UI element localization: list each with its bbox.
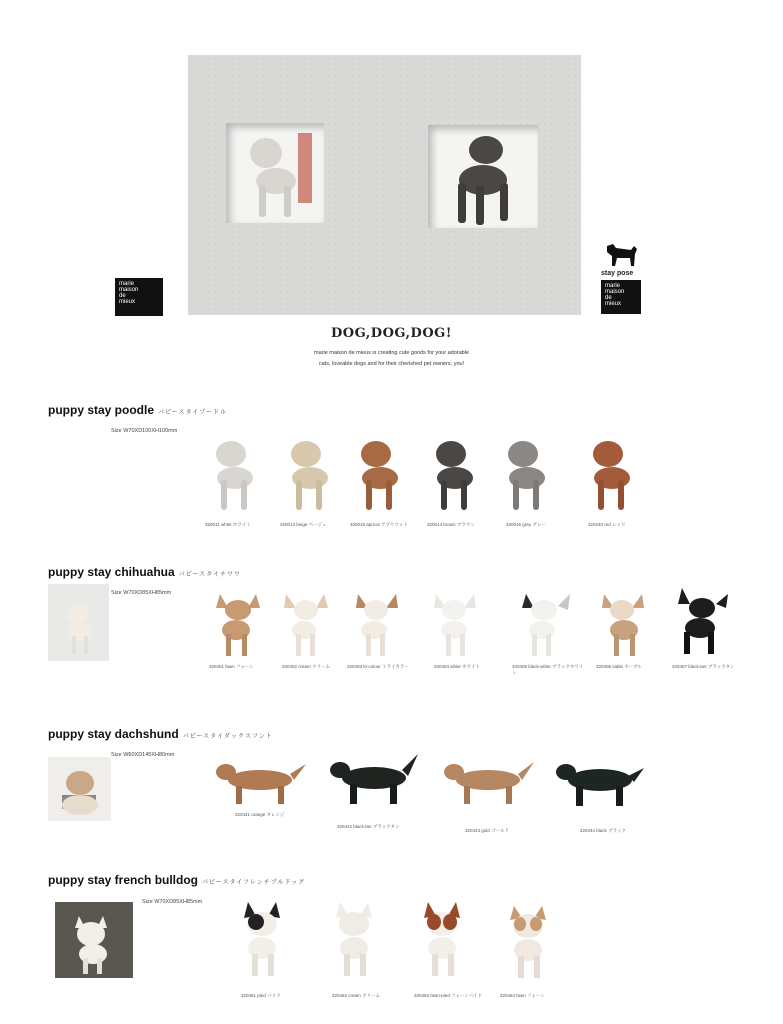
product-caption: 320441 orange オレンジ (235, 812, 285, 817)
section-title-dachshund: puppy stay dachshund パピースタイダックスフント (48, 727, 273, 741)
brand-logo-left: marie maison de mieux (115, 278, 163, 316)
product-image[interactable] (278, 432, 340, 516)
product-caption: 320462 cream クリーム (332, 993, 381, 998)
product-caption: 320405 black-white ブラックホワイト (512, 664, 584, 675)
tagline-line-1: marie maison de mieux is creating cute goods for your adorable (314, 350, 469, 356)
product-caption: 320461 pied パイド (241, 993, 281, 998)
brand-logo-right: marie maison de mieux (601, 280, 641, 314)
product-caption: 320015 apricot アプリコット (350, 522, 408, 527)
stay-pose-label: stay pose (601, 270, 634, 277)
product-caption: 320011 white ホワイト (205, 522, 251, 527)
product-caption: 320407 black-tan ブラックタン (672, 664, 735, 669)
product-caption: 320464 fawn フォーン (500, 993, 545, 998)
dog-silhouette-icon (601, 240, 641, 270)
product-image[interactable] (668, 586, 736, 658)
product-image[interactable] (423, 432, 485, 516)
product-image[interactable] (410, 898, 472, 980)
product-image[interactable] (324, 748, 420, 812)
product-image[interactable] (550, 752, 646, 812)
product-image[interactable] (210, 752, 308, 812)
dachshund-thumbnail[interactable] (48, 757, 111, 821)
page-title: DOG,DOG,DOG! (331, 326, 452, 341)
hero-photo (188, 55, 581, 315)
product-caption: 320401 fawn フォーン (209, 664, 254, 669)
product-caption: 320444 black ブラック (580, 828, 626, 833)
product-image[interactable] (424, 588, 484, 660)
size-french-bulldog: Size W70XD85XH85mm (142, 899, 203, 905)
product-caption: 320240 red レッド (588, 522, 626, 527)
section-title-french-bulldog: puppy stay french bulldog パピースタイフレンチブルドッグ (48, 873, 306, 887)
product-image[interactable] (580, 432, 642, 516)
product-image[interactable] (230, 898, 292, 980)
product-image[interactable] (322, 898, 384, 980)
product-image[interactable] (496, 900, 558, 982)
product-image[interactable] (495, 432, 557, 516)
section-title-chihuahua: puppy stay chihuahua パピースタイチワワ (48, 565, 242, 579)
product-caption: 320443 gold ゴールド (465, 828, 509, 833)
size-dachshund: Size W60XD145XH80mm (111, 752, 175, 758)
product-image[interactable] (203, 432, 265, 516)
section-title-poodle: puppy stay poodle パピースタイプードル (48, 403, 227, 417)
product-caption: 320404 white ホワイト (434, 664, 480, 669)
product-caption: 320403 tri-colour トライカラー (347, 664, 409, 669)
product-caption: 320014 brown ブラウン (427, 522, 475, 527)
product-caption: 320016 grey グレー (506, 522, 546, 527)
white-poodle-figure (226, 123, 324, 223)
product-image[interactable] (206, 588, 272, 660)
product-image[interactable] (438, 752, 536, 812)
product-caption: 320402 cream クリーム (282, 664, 331, 669)
product-image[interactable] (594, 588, 654, 660)
chihuahua-thumbnail[interactable] (48, 584, 109, 661)
product-caption: 320463 fawn-pied フォーンパイド (414, 993, 482, 998)
wall-niche-left (226, 123, 324, 223)
product-caption: 320013 beige ベージュ (280, 522, 327, 527)
tagline-line-2: cats, loveable dogs and for their cherished pet owners, you! (318, 361, 465, 367)
french-bulldog-thumbnail[interactable] (55, 902, 133, 978)
product-image[interactable] (348, 432, 410, 516)
wall-niche-right (428, 125, 538, 228)
product-caption: 320406 sable セーブル (596, 664, 642, 669)
product-image[interactable] (346, 588, 406, 660)
size-poodle: Size W70XD100XH100mm (111, 428, 178, 434)
product-caption: 320442 black-tan ブラックタン (337, 824, 400, 829)
product-image[interactable] (276, 588, 336, 660)
dark-poodle-figure (428, 125, 538, 228)
size-chihuahua: Size W70XD85XH85mm (111, 590, 172, 596)
product-image[interactable] (508, 588, 578, 660)
